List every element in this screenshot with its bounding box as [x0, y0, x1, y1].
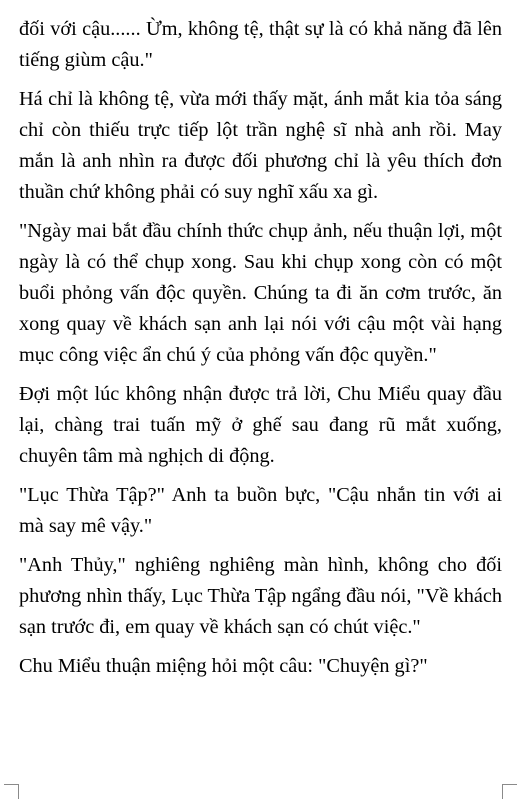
- paragraph-2: Há chỉ là không tệ, vừa mới thấy mặt, ánh mắt kia tỏa sáng chỉ còn thiếu trực tiếp lột trần nghệ sĩ nhà anh rồi. May mắn là anh nhìn ra được đối phương chỉ là yêu thích đơn thuần chứ không phải có suy nghĩ xấu xa gì.: [19, 88, 502, 203]
- paragraph-3: "Ngày mai bắt đầu chính thức chụp ảnh, nếu thuận lợi, một ngày là có thể chụp xong. Sau khi chụp xong còn có một buổi phỏng vấn độc quyền. Chúng ta đi ăn cơm trước, ăn xong quay về khách sạn anh lại nói với cậu một vài hạng mục công việc ẩn chú ý của phỏng vấn độc quyền.": [19, 220, 502, 366]
- paragraph-6: "Anh Thủy," nghiêng nghiêng màn hình, không cho đối phương nhìn thấy, Lục Thừa Tập ngẩng đầu nói, "Về khách sạn trước đi, em quay về khách sạn có chút việc.": [19, 554, 502, 638]
- document-page: [19, 14, 502, 690]
- paragraph-7: Chu Miểu thuận miệng hỏi một câu: "Chuyện gì?": [19, 655, 428, 677]
- crop-mark-bottom-left: [4, 784, 19, 799]
- crop-mark-bottom-right: [502, 784, 517, 799]
- paragraph-1: đối với cậu...... Ừm, không tệ, thật sự là có khả năng đã lên tiếng giùm cậu.": [19, 18, 502, 71]
- paragraph-4: Đợi một lúc không nhận được trả lời, Chu Miểu quay đầu lại, chàng trai tuấn mỹ ở ghế sau đang rũ mắt xuống, chuyên tâm mà nghịch di động.: [19, 383, 502, 467]
- paragraph-5: "Lục Thừa Tập?" Anh ta buồn bực, "Cậu nhắn tin với ai mà say mê vậy.": [19, 484, 502, 537]
